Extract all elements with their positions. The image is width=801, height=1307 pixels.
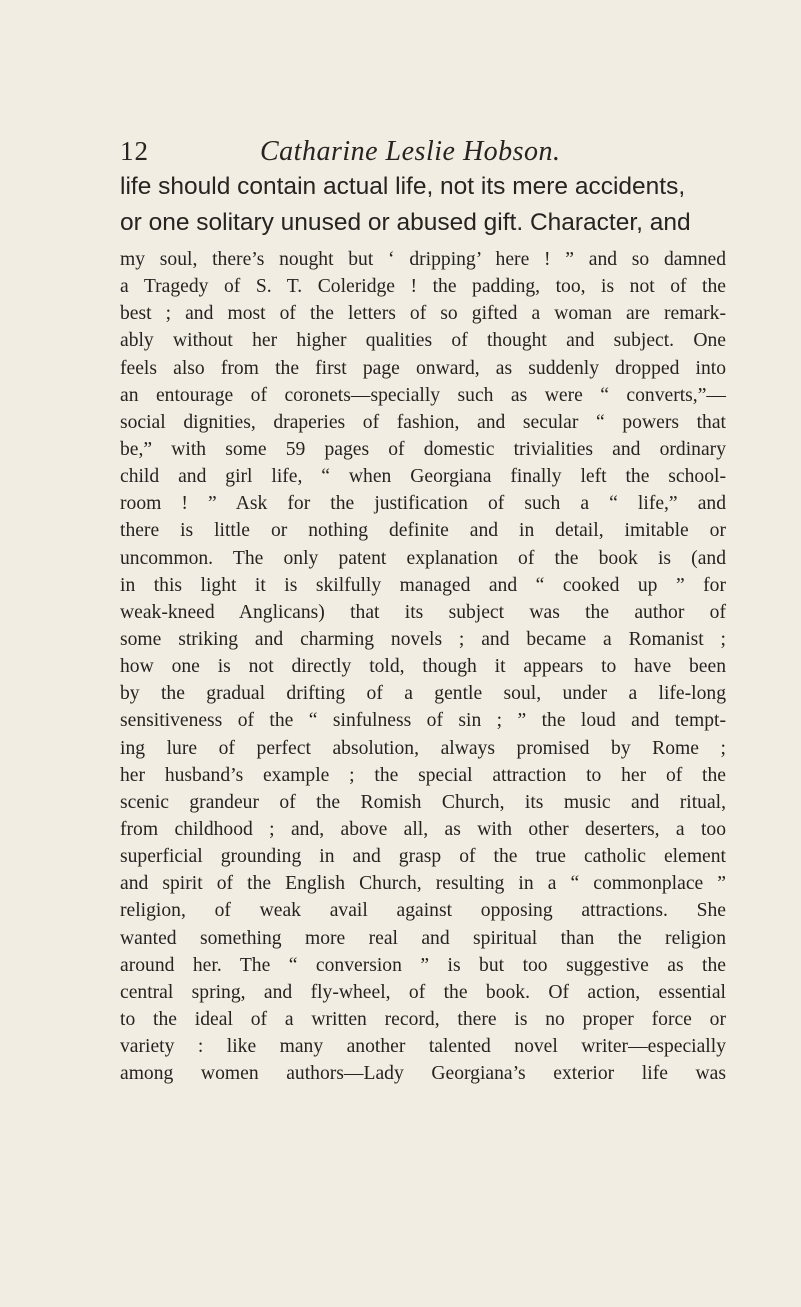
text-line: and spirit of the English Church, resulting in a “ commonplace ”: [120, 873, 726, 895]
text-line: around her. The “ conversion ” is but too suggestive as the: [120, 954, 726, 976]
text-line: in this light it is skilfully managed and “ cooked up ” for: [120, 574, 726, 596]
text-line: to the ideal of a written record, there is no proper force or: [120, 1008, 726, 1030]
text-line: my soul, there’s nought but ‘ dripping’ here ! ” and so damned: [120, 249, 726, 270]
text-line: superficial grounding in and grasp of the true catholic element: [120, 846, 726, 868]
text-line: wanted something more real and spiritual than the religion: [120, 927, 726, 949]
text-line: religion, of weak avail against opposing attractions. She: [120, 900, 726, 922]
text-line: her husband’s example ; the special attraction to her of the: [120, 764, 726, 786]
text-line: among women authors—Lady Georgiana’s exterior life was: [120, 1063, 726, 1085]
text-line: ing lure of perfect absolution, always promised by Rome ;: [120, 737, 726, 759]
text-line: variety : like many another talented novel writer—especially: [120, 1036, 726, 1058]
text-line: there is little or nothing definite and in detail, imitable or: [120, 520, 726, 542]
text-line: ably without her higher qualities of thought and subject. One: [120, 330, 726, 352]
text-line: some striking and charming novels ; and became a Romanist ;: [120, 628, 726, 650]
text-line: an entourage of coronets—specially such as were “ converts,”—: [120, 384, 726, 406]
text-line: weak-kneed Anglicans) that its subject was the author of: [120, 601, 726, 623]
text-line: child and girl life, “ when Georgiana finally left the school-: [120, 466, 726, 488]
page-number: 12: [120, 136, 149, 166]
body-paragraph: [120, 246, 726, 1087]
text-line: a Tragedy of S. T. Coleridge ! the padding, too, is not of the: [120, 276, 726, 298]
text-line: be,” with some 59 pages of domestic trivialities and ordinary: [120, 438, 726, 460]
text-line: scenic grandeur of the Romish Church, its music and ritual,: [120, 791, 726, 813]
text-line: uncommon. The only patent explanation of the book is (and: [120, 547, 726, 569]
lead-line: life should contain actual life, not its mere accidents,: [120, 173, 686, 200]
text-line: feels also from the first page onward, as suddenly dropped into: [120, 357, 726, 379]
text-line: social dignities, draperies of fashion, and secular “ powers that: [120, 411, 726, 433]
text-line: best ; and most of the letters of so gifted a woman are remark-: [120, 303, 726, 325]
text-line: sensitiveness of the “ sinfulness of sin ; ” the loud and tempt-: [120, 710, 726, 732]
lead-line: or one solitary unused or abused gift. Character, and: [120, 209, 691, 236]
text-line: central spring, and fly-wheel, of the book. Of action, essential: [120, 981, 726, 1003]
text-line: how one is not directly told, though it appears to have been: [120, 656, 726, 678]
page-header: [120, 136, 720, 176]
running-title: Catharine Leslie Hobson.: [260, 136, 561, 167]
text-line: from childhood ; and, above all, as with other deserters, a too: [120, 818, 726, 840]
text-line: room ! ” Ask for the justification of such a “ life,” and: [120, 493, 726, 515]
text-line: by the gradual drifting of a gentle soul, under a life-long: [120, 683, 726, 705]
